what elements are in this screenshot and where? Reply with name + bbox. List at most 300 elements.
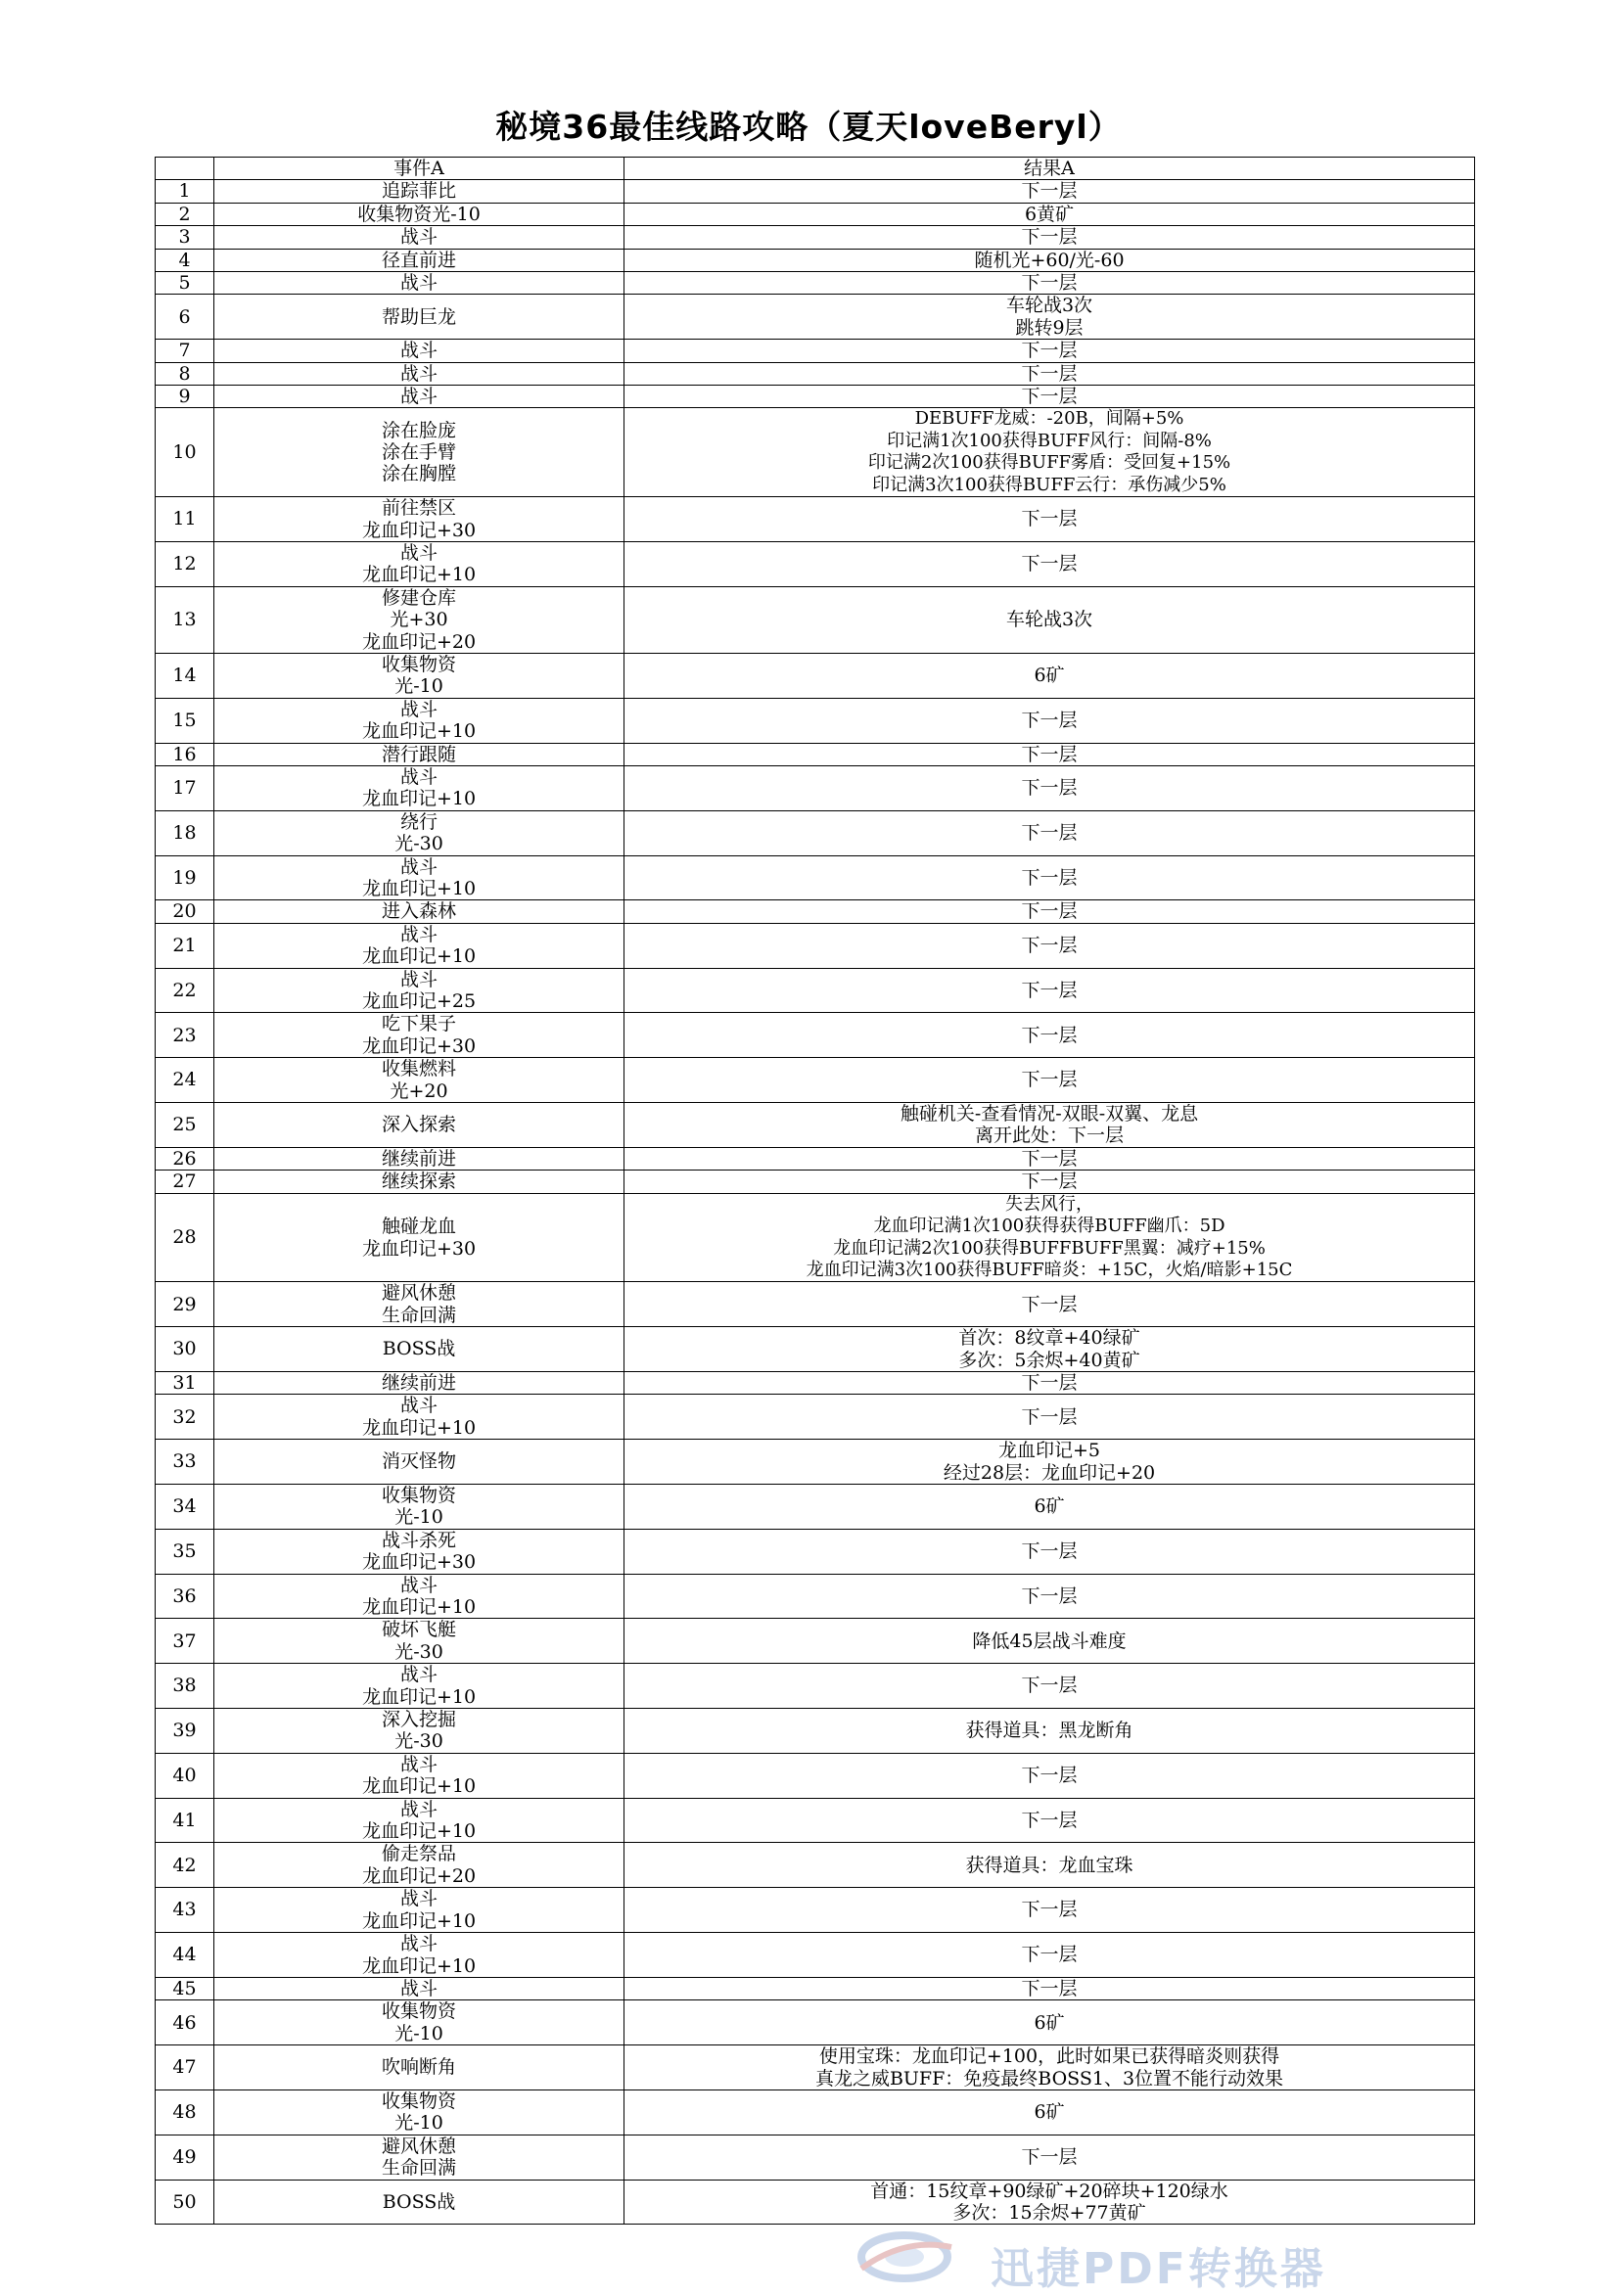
event-cell	[214, 2135, 624, 2180]
result-line: 下一层	[1021, 979, 1078, 1001]
row-number: 30	[156, 1327, 214, 1372]
result-line: 经过28层：龙血印记+20	[943, 1461, 1156, 1484]
event-cell	[214, 900, 624, 923]
table-row	[156, 1888, 1475, 1933]
result-line: 下一层	[1021, 1809, 1078, 1831]
result-cell	[624, 743, 1475, 765]
event-line: 龙血印记+10	[361, 1954, 477, 1977]
table-row	[156, 497, 1475, 542]
event-line: 战斗	[399, 1574, 438, 1596]
result-cell	[624, 1058, 1475, 1103]
table-row	[156, 340, 1475, 362]
event-line: 战斗	[399, 1664, 438, 1686]
event-cell	[214, 1888, 624, 1933]
table-row	[156, 1440, 1475, 1485]
row-number: 4	[156, 249, 214, 271]
row-number: 47	[156, 2045, 214, 2090]
event-line: 龙血印记+30	[361, 1551, 477, 1574]
event-line: 吃下果子	[381, 1013, 456, 1035]
event-line: 战斗	[399, 272, 438, 295]
table-row	[156, 810, 1475, 855]
event-cell	[214, 1664, 624, 1709]
event-line: 龙血印记+10	[361, 1775, 477, 1798]
event-cell	[214, 1013, 624, 1058]
table-row	[156, 1843, 1475, 1888]
result-cell	[624, 1327, 1475, 1372]
event-line: 进入森林	[381, 900, 456, 923]
event-cell	[214, 1753, 624, 1798]
row-number: 38	[156, 1664, 214, 1709]
event-line: 光-30	[394, 1730, 443, 1753]
table-row	[156, 1664, 1475, 1709]
row-number: 50	[156, 2180, 214, 2225]
event-line: 光+20	[390, 1079, 448, 1102]
table-row	[156, 272, 1475, 295]
event-line: BOSS战	[382, 2190, 456, 2213]
event-cell	[214, 1574, 624, 1619]
result-line: 首次：8纹章+40绿矿	[958, 1327, 1140, 1350]
event-cell	[214, 386, 624, 408]
result-line: 下一层	[1021, 1371, 1078, 1394]
row-number: 28	[156, 1193, 214, 1282]
result-cell	[624, 698, 1475, 743]
result-cell	[624, 1484, 1475, 1529]
result-line: 下一层	[1021, 1765, 1078, 1787]
table-row	[156, 1619, 1475, 1664]
result-cell	[624, 900, 1475, 923]
result-line: 降低45层战斗难度	[972, 1630, 1127, 1652]
table-row	[156, 1147, 1475, 1170]
row-number: 18	[156, 810, 214, 855]
table-row	[156, 386, 1475, 408]
result-cell	[624, 1798, 1475, 1843]
row-number: 31	[156, 1371, 214, 1394]
event-cell	[214, 272, 624, 295]
event-cell	[214, 1619, 624, 1664]
result-line: DEBUFF龙威：-20B，间隔+5%	[914, 408, 1184, 430]
event-line: 龙血印记+10	[361, 878, 477, 899]
table-row	[156, 698, 1475, 743]
result-cell	[624, 1753, 1475, 1798]
result-cell	[624, 1664, 1475, 1709]
row-number: 13	[156, 586, 214, 653]
row-number: 34	[156, 1484, 214, 1529]
table-row	[156, 1933, 1475, 1978]
event-line: 战斗	[399, 541, 438, 564]
event-line: 收集物资光-10	[357, 203, 481, 225]
event-line: 帮助巨龙	[381, 305, 456, 328]
event-line: 龙血印记+10	[361, 788, 477, 810]
row-number: 29	[156, 1282, 214, 1327]
event-line: 战斗	[399, 765, 438, 788]
table-row	[156, 2045, 1475, 2090]
result-cell	[624, 1440, 1475, 1485]
result-line: 下一层	[1021, 1147, 1078, 1170]
table-row	[156, 203, 1475, 225]
event-line: 避风休憩	[381, 1282, 456, 1305]
event-cell	[214, 2180, 624, 2225]
table-row	[156, 1574, 1475, 1619]
row-number: 46	[156, 2000, 214, 2045]
result-cell	[624, 340, 1475, 362]
result-cell	[624, 1193, 1475, 1282]
event-cell	[214, 1977, 624, 1999]
row-number: 42	[156, 1843, 214, 1888]
table-row	[156, 408, 1475, 497]
row-number: 17	[156, 765, 214, 810]
event-line: 光-10	[394, 1506, 443, 1529]
table-row	[156, 2135, 1475, 2180]
event-cell	[214, 586, 624, 653]
result-cell	[624, 295, 1475, 340]
event-line: 收集物资	[381, 2000, 456, 2023]
result-cell	[624, 765, 1475, 810]
result-line: 6矿	[1034, 1495, 1065, 1518]
event-cell	[214, 226, 624, 249]
event-line: 战斗	[399, 386, 438, 408]
result-cell	[624, 2089, 1475, 2135]
table-row	[156, 295, 1475, 340]
result-line: 印记满1次100获得BUFF风行：间隔-8%	[887, 430, 1212, 451]
event-line: 战斗	[399, 340, 438, 362]
event-line: 战斗	[399, 855, 438, 878]
result-line: 下一层	[1021, 272, 1078, 295]
result-line: 随机光+60/光-60	[974, 249, 1125, 271]
event-line: 战斗	[399, 698, 438, 720]
result-cell	[624, 968, 1475, 1013]
result-line: 6矿	[1034, 2011, 1065, 2034]
table-row	[156, 900, 1475, 923]
result-line: 龙血印记满3次100获得BUFF暗炎：+15C，火焰/暗影+15C	[806, 1259, 1293, 1280]
event-line: 收集物资	[381, 653, 456, 675]
result-line: 车轮战3次	[1005, 609, 1093, 631]
event-line: 继续前进	[381, 1371, 456, 1394]
row-number: 32	[156, 1395, 214, 1440]
result-line: 下一层	[1021, 180, 1078, 203]
event-line: 前往禁区	[381, 497, 456, 520]
route-guide-table	[155, 157, 1475, 2225]
table-row	[156, 1103, 1475, 1148]
watermark-text: 迅捷PDF转换器	[991, 2244, 1326, 2294]
row-number: 40	[156, 1753, 214, 1798]
table-row	[156, 653, 1475, 698]
event-cell	[214, 1933, 624, 1978]
table-row	[156, 855, 1475, 900]
row-number: 8	[156, 362, 214, 385]
table-row	[156, 1371, 1475, 1394]
table-row	[156, 1977, 1475, 1999]
result-line: 下一层	[1021, 340, 1078, 362]
result-cell	[624, 1843, 1475, 1888]
result-line: 下一层	[1021, 1069, 1078, 1091]
pdf-converter-logo-icon	[854, 2229, 961, 2284]
result-cell	[624, 586, 1475, 653]
event-line: 龙血印记+25	[361, 990, 477, 1013]
event-line: 生命回满	[381, 2157, 456, 2180]
result-line: 下一层	[1021, 866, 1078, 889]
event-line: 龙血印记+10	[361, 1596, 477, 1618]
result-cell	[624, 2045, 1475, 2090]
event-cell	[214, 810, 624, 855]
table-row	[156, 923, 1475, 968]
result-line: 下一层	[1021, 821, 1078, 844]
event-line: 破坏飞艇	[381, 1619, 456, 1641]
table-row	[156, 743, 1475, 765]
result-line: 龙血印记满2次100获得BUFFBUFF黑翼：减疗+15%	[833, 1237, 1266, 1259]
event-line: 龙血印记+30	[361, 519, 477, 541]
event-line: 光+30	[390, 609, 448, 631]
event-cell	[214, 1484, 624, 1529]
event-cell	[214, 1843, 624, 1888]
result-line: 失去风行，	[1005, 1193, 1093, 1215]
event-line: 龙血印记+10	[361, 720, 477, 743]
result-cell	[624, 1103, 1475, 1148]
event-line: 龙血印记+10	[361, 945, 477, 968]
event-line: 光-30	[394, 833, 443, 855]
table-row	[156, 968, 1475, 1013]
result-line: 真龙之威BUFF：免疫最终BOSS1、3位置不能行动效果	[814, 2067, 1284, 2089]
result-cell	[624, 855, 1475, 900]
event-line: 战斗	[399, 1798, 438, 1820]
result-line: 6矿	[1034, 2101, 1065, 2124]
result-line: 使用宝珠：龙血印记+100，此时如果已获得暗炎则获得	[818, 2045, 1280, 2068]
event-line: 战斗杀死	[381, 1529, 456, 1551]
result-line: 下一层	[1021, 1944, 1078, 1966]
event-cell	[214, 1327, 624, 1372]
event-line: 避风休憩	[381, 2135, 456, 2157]
event-line: 龙血印记+10	[361, 1820, 477, 1843]
result-line: 下一层	[1021, 709, 1078, 731]
event-line: 龙血印记+10	[361, 1909, 477, 1932]
result-cell	[624, 180, 1475, 203]
row-number: 1	[156, 180, 214, 203]
row-number: 14	[156, 653, 214, 698]
result-cell	[624, 1147, 1475, 1170]
event-line: 龙血印记+10	[361, 564, 477, 586]
header-result: 结果A	[624, 158, 1475, 180]
result-cell	[624, 2000, 1475, 2045]
row-number: 25	[156, 1103, 214, 1148]
result-line: 下一层	[1021, 935, 1078, 957]
event-line: 涂在胸膛	[381, 463, 456, 485]
event-cell	[214, 1529, 624, 1574]
table-row	[156, 2089, 1475, 2135]
event-cell	[214, 1171, 624, 1193]
event-cell	[214, 2089, 624, 2135]
event-line: 龙血印记+30	[361, 1237, 477, 1260]
result-line: 下一层	[1021, 1899, 1078, 1921]
table-row	[156, 1327, 1475, 1372]
row-number: 26	[156, 1147, 214, 1170]
result-line: 下一层	[1021, 1977, 1078, 1999]
table-row	[156, 1058, 1475, 1103]
event-cell	[214, 497, 624, 542]
table-row	[156, 1484, 1475, 1529]
event-cell	[214, 408, 624, 497]
row-number: 44	[156, 1933, 214, 1978]
row-number: 49	[156, 2135, 214, 2180]
event-cell	[214, 765, 624, 810]
row-number: 33	[156, 1440, 214, 1485]
row-number: 24	[156, 1058, 214, 1103]
event-line: 潜行跟随	[381, 743, 456, 765]
table-row	[156, 1529, 1475, 1574]
result-line: 下一层	[1021, 743, 1078, 765]
event-line: 光-10	[394, 675, 443, 698]
row-number: 19	[156, 855, 214, 900]
table-row	[156, 1798, 1475, 1843]
event-line: 战斗	[399, 1933, 438, 1955]
result-cell	[624, 1171, 1475, 1193]
event-line: 战斗	[399, 362, 438, 385]
result-cell	[624, 1933, 1475, 1978]
row-number: 2	[156, 203, 214, 225]
event-cell	[214, 249, 624, 271]
event-line: 光-10	[394, 2022, 443, 2044]
event-line: 龙血印记+10	[361, 1416, 477, 1439]
table-row	[156, 1709, 1475, 1754]
event-line: 触碰龙血	[381, 1216, 456, 1238]
event-cell	[214, 362, 624, 385]
result-line: 下一层	[1021, 386, 1078, 408]
result-cell	[624, 249, 1475, 271]
result-cell	[624, 1977, 1475, 1999]
event-line: 偷走祭品	[381, 1843, 456, 1865]
table-row	[156, 586, 1475, 653]
event-line: 光-10	[394, 2112, 443, 2135]
event-line: 深入探索	[381, 1114, 456, 1136]
event-line: 修建仓库	[381, 586, 456, 609]
row-number: 37	[156, 1619, 214, 1664]
row-number: 3	[156, 226, 214, 249]
row-number: 20	[156, 900, 214, 923]
event-line: 收集燃料	[381, 1058, 456, 1080]
table-row	[156, 2180, 1475, 2225]
table-row	[156, 1193, 1475, 1282]
event-line: 龙血印记+20	[361, 630, 477, 653]
result-line: 下一层	[1021, 1539, 1078, 1562]
row-number: 23	[156, 1013, 214, 1058]
row-number: 7	[156, 340, 214, 362]
event-line: 消灭怪物	[381, 1450, 456, 1473]
event-line: 龙血印记+30	[361, 1034, 477, 1057]
table-row	[156, 249, 1475, 271]
event-cell	[214, 1058, 624, 1103]
result-cell	[624, 810, 1475, 855]
table-row	[156, 226, 1475, 249]
event-cell	[214, 1798, 624, 1843]
event-line: 龙血印记+10	[361, 1685, 477, 1708]
result-line: 6黄矿	[1024, 203, 1075, 225]
result-cell	[624, 1619, 1475, 1664]
result-line: 多次：5余烬+40黄矿	[958, 1349, 1140, 1371]
event-cell	[214, 968, 624, 1013]
event-line: 战斗	[399, 1395, 438, 1417]
result-line: 下一层	[1021, 1675, 1078, 1697]
result-cell	[624, 1709, 1475, 1754]
event-cell	[214, 1709, 624, 1754]
result-line: 获得道具：黑龙断角	[965, 1720, 1133, 1742]
event-line: BOSS战	[382, 1338, 456, 1360]
result-line: 下一层	[1021, 362, 1078, 385]
event-line: 涂在脸庞	[381, 419, 456, 441]
row-number: 15	[156, 698, 214, 743]
event-line: 追踪菲比	[381, 180, 456, 203]
table-row	[156, 1753, 1475, 1798]
event-cell	[214, 653, 624, 698]
event-cell	[214, 1103, 624, 1148]
result-cell	[624, 362, 1475, 385]
event-cell	[214, 203, 624, 225]
event-cell	[214, 2045, 624, 2090]
result-cell	[624, 1013, 1475, 1058]
row-number: 10	[156, 408, 214, 497]
table-row	[156, 180, 1475, 203]
event-cell	[214, 2000, 624, 2045]
result-line: 龙血印记+5	[997, 1440, 1100, 1462]
result-cell	[624, 1529, 1475, 1574]
event-cell	[214, 743, 624, 765]
row-number: 43	[156, 1888, 214, 1933]
event-line: 径直前进	[381, 249, 456, 271]
event-line: 生命回满	[381, 1304, 456, 1326]
result-line: 车轮战3次	[1005, 295, 1093, 317]
table-row	[156, 1171, 1475, 1193]
row-number: 22	[156, 968, 214, 1013]
event-line: 战斗	[399, 1977, 438, 1999]
event-line: 吹响断角	[381, 2056, 456, 2079]
event-line: 战斗	[399, 968, 438, 990]
result-line: 下一层	[1021, 2145, 1078, 2168]
row-number: 5	[156, 272, 214, 295]
event-line: 收集物资	[381, 2089, 456, 2112]
result-line: 下一层	[1021, 508, 1078, 530]
table-row	[156, 1395, 1475, 1440]
result-line: 下一层	[1021, 1024, 1078, 1046]
result-cell	[624, 923, 1475, 968]
document-title: 秘境36最佳线路攻略（夏天loveBeryl）	[495, 108, 1122, 146]
result-line: 印记满2次100获得BUFF雾盾：受回复+15%	[867, 452, 1231, 474]
result-line: 6矿	[1034, 665, 1065, 687]
result-line: 下一层	[1021, 1584, 1078, 1607]
result-line: 龙血印记满1次100获得获得BUFF幽爪：5D	[873, 1216, 1225, 1237]
header-number-cell	[156, 158, 214, 180]
event-cell	[214, 1440, 624, 1485]
result-cell	[624, 1888, 1475, 1933]
event-line: 战斗	[399, 923, 438, 945]
event-cell	[214, 923, 624, 968]
table-row	[156, 541, 1475, 586]
row-number: 9	[156, 386, 214, 408]
table-header-row	[156, 158, 1475, 180]
result-cell	[624, 2180, 1475, 2225]
event-cell	[214, 1371, 624, 1394]
table-row	[156, 765, 1475, 810]
row-number: 16	[156, 743, 214, 765]
result-cell	[624, 408, 1475, 497]
result-line: 下一层	[1021, 1405, 1078, 1428]
header-event: 事件A	[214, 158, 624, 180]
result-line: 下一层	[1021, 226, 1078, 249]
result-cell	[624, 541, 1475, 586]
result-line: 跳转9层	[1015, 316, 1084, 339]
result-cell	[624, 497, 1475, 542]
result-line: 下一层	[1021, 777, 1078, 800]
result-line: 获得道具：龙血宝珠	[965, 1854, 1133, 1876]
event-line: 光-30	[394, 1640, 443, 1663]
result-cell	[624, 2135, 1475, 2180]
event-cell	[214, 1193, 624, 1282]
